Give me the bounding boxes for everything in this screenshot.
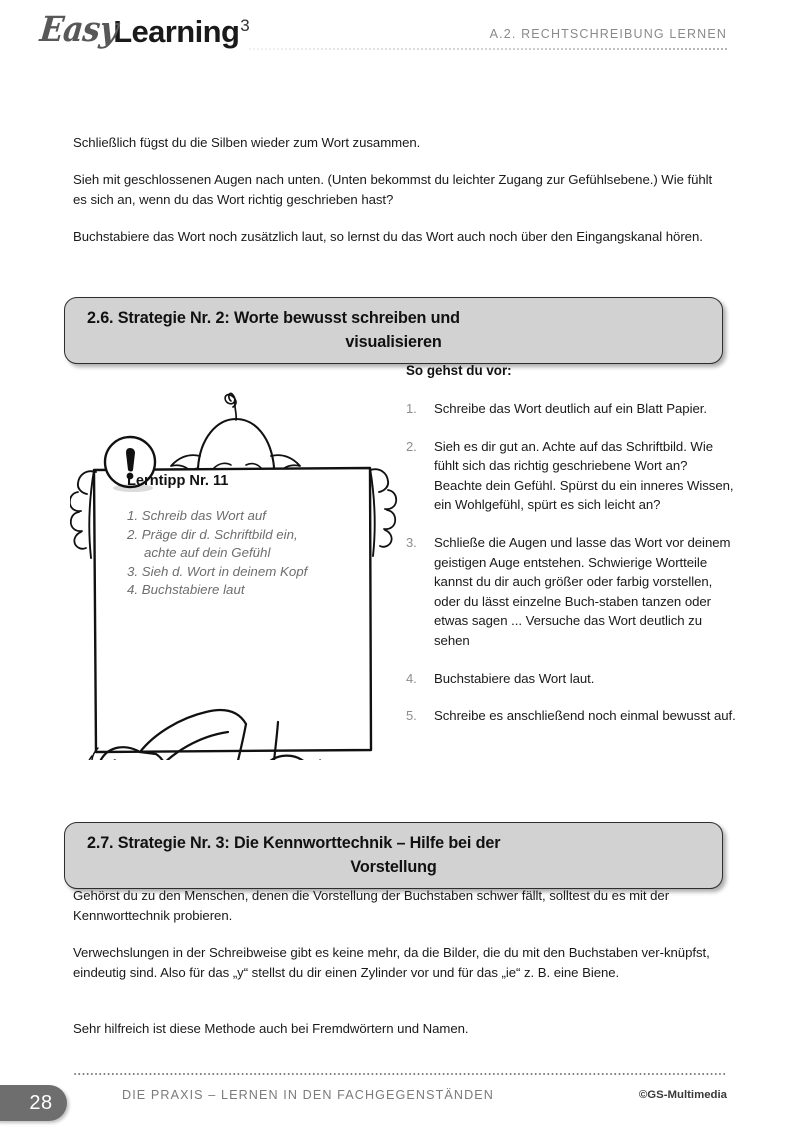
closing-paragraph-1: Gehörst du zu den Menschen, denen die Vorstellung der Buchstaben schwer fällt, solltest du es mit der Kennworttechnik probieren. — [73, 888, 670, 923]
lerntipp-item-3: 3. Sieh d. Wort in deinem Kopf — [127, 563, 308, 579]
intro-paragraph-1: Schließlich fügst du die Silben wieder zum Wort zusammen. — [73, 135, 421, 150]
lerntipp-item-2: 2. Präge dir d. Schriftbild ein, — [127, 526, 298, 542]
footer-dotted-rule — [73, 1073, 727, 1075]
howto-step — [406, 437, 736, 515]
section-heading-2-6-line2: visualisieren — [345, 333, 442, 351]
lerntipp-list — [127, 507, 377, 600]
motion-line — [87, 756, 92, 760]
section-heading-2-7-line1: 2.7. Strategie Nr. 3: Die Kennworttechnik – Hilfe bei der — [87, 834, 501, 852]
easy-learning-logo — [38, 9, 250, 50]
howto-step — [406, 399, 736, 419]
step-number: 3. — [406, 534, 417, 550]
howto-step — [406, 706, 736, 726]
shoe-right — [261, 756, 314, 760]
step-number: 5. — [406, 708, 417, 724]
step-text: Sieh es dir gut an. Achte auf das Schriftbild. Wie fühlt sich das richtig geschriebene Wort an? Beachte dein Gefühl. Spürst du ein inneres Wissen, ein Wohlgefühl, spürt es sich leicht an? — [434, 438, 734, 513]
head-shape — [198, 419, 274, 468]
section-heading-2-7 — [64, 822, 723, 889]
step-number: 2. — [406, 438, 417, 454]
footer-copyright: ©GS-Multimedia — [638, 1089, 727, 1101]
howto-steps-list — [406, 399, 736, 744]
step-text: Schreibe es anschließend noch einmal bewusst auf. — [434, 708, 736, 724]
step-number: 4. — [406, 670, 417, 686]
section-heading-2-6-line1: 2.6. Strategie Nr. 2: Worte bewusst schreiben und — [87, 309, 460, 327]
step-number: 1. — [406, 401, 417, 416]
header-dotted-rule — [248, 48, 727, 50]
logo-superscript-three: 3 — [240, 15, 250, 35]
footer-section-label: DIE PRAXIS – LERNEN IN DEN FACHGEGENSTÄNDEN — [122, 1088, 495, 1102]
lerntipp-item-1: 1. Schreib das Wort auf — [127, 508, 266, 523]
step-text: Schließe die Augen und lasse das Wort vor deinem geistigen Auge entstehen. Schwierige Wortteile kannst du dir auch größer oder farbig vorstellen, oder du lässt einzelne Buch-staben tanzen oder etwas sagen ... Versuche das Wort deutlich zu sehen — [434, 534, 731, 648]
step-text: Schreibe das Wort deutlich auf ein Blatt Papier. — [434, 401, 707, 416]
step-text: Buchstabiere das Wort laut. — [434, 670, 595, 686]
section-heading-2-7-line2: Vorstellung — [350, 858, 437, 876]
running-header-title: A.2. RECHTSCHREIBUNG LERNEN — [489, 27, 727, 41]
section-heading-2-6 — [64, 297, 723, 364]
lerntipp-item-2-cont: achte auf dein Gefühl — [144, 545, 271, 561]
logo-easy-text: Easy — [38, 9, 120, 50]
lerntipp-item-4: 4. Buchstabiere laut — [127, 582, 245, 598]
howto-step — [406, 533, 736, 651]
lerntipp-title: Lerntipp Nr. 11 — [127, 473, 229, 489]
closing-paragraph-2: Verwechslungen in der Schreibweise gibt es keine mehr, da die Bilder, die du mit den Buchstaben ver-knüpfst, eindeutig sind. Also für das „y“ stellst du dir einen Zylinder vor und für das „ie“ z. B. eine Biene. — [73, 945, 710, 980]
page-number: 28 — [29, 1092, 53, 1114]
intro-paragraph-3: Buchstabiere das Wort noch zusätzlich laut, so lernst du das Wort auch noch über den Eingangskanal hören. — [73, 229, 703, 244]
howto-step — [406, 669, 736, 689]
page-header — [0, 0, 800, 70]
logo-learning-text: Learning — [113, 14, 240, 49]
closing-paragraph-3: Sehr hilfreich ist diese Methode auch bei Fremdwörtern und Namen. — [73, 1021, 469, 1036]
intro-paragraph-2: Sieh mit geschlossenen Augen nach unten. (Unten bekommst du leichter Zugang zur Gefühlsebene.) Wie fühlt es sich an, wenn du das Wort richtig geschrieben hast? — [73, 172, 713, 207]
howto-title: So gehst du vor: — [406, 363, 512, 378]
